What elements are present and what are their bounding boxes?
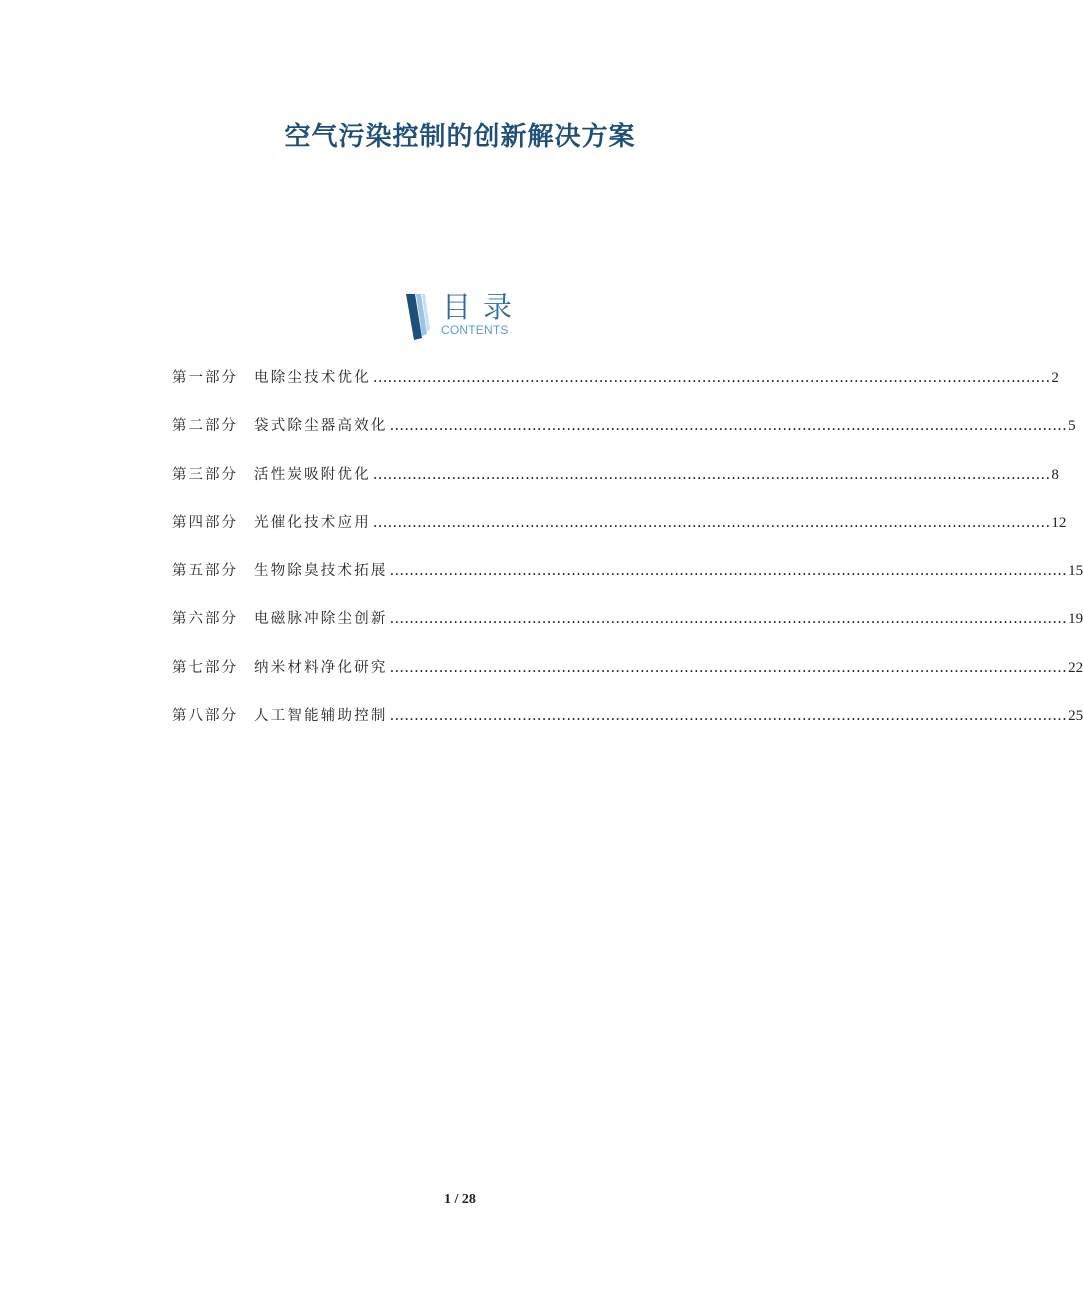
toc-entry-part: 第七部分: [172, 659, 238, 676]
toc-entry-page: 12: [1051, 514, 1067, 531]
toc-entry-part: 第三部分: [172, 466, 238, 483]
toc-subheading: CONTENTS: [441, 323, 509, 337]
toc-entry-page: 8: [1051, 466, 1059, 483]
toc-entry-part: 第二部分: [172, 418, 238, 435]
toc-entry-title: 电磁脉冲除尘创新: [254, 611, 388, 628]
toc-entry-title: 人工智能辅助控制: [254, 708, 388, 725]
toc-entry-title: 生物除臭技术拓展: [254, 563, 388, 580]
toc-list: [172, 366, 1083, 752]
book-stripes-logo-icon: [406, 294, 430, 340]
toc-entry[interactable]: [172, 656, 1083, 704]
toc-entry-page: 22: [1068, 659, 1083, 676]
toc-entry[interactable]: [172, 704, 1083, 752]
toc-entry-part: 第一部分: [172, 370, 238, 386]
toc-entry-part: 第五部分: [172, 563, 238, 580]
toc-entry-part: 第四部分: [172, 514, 238, 531]
toc-entry[interactable]: [172, 511, 1067, 559]
toc-entry-part: 第六部分: [172, 611, 238, 628]
toc-entry[interactable]: [172, 366, 1059, 414]
toc-entry-page: 5: [1068, 418, 1076, 435]
toc-entry[interactable]: [172, 414, 1076, 462]
toc-entry-title: 电除尘技术优化: [254, 370, 371, 386]
toc-dot-leader: ..........................................................................................................................................: [372, 466, 1051, 483]
toc-dot-leader: ..........................................................................................................................................: [389, 708, 1068, 725]
toc-entry-page: 25: [1068, 708, 1083, 725]
page-number: 1 / 28: [444, 1192, 476, 1207]
toc-entry-page: 15: [1068, 563, 1083, 580]
toc-dot-leader: ..........................................................................................................................................: [389, 418, 1068, 435]
toc-entry-part: 第八部分: [172, 708, 238, 725]
toc-entry[interactable]: [172, 463, 1059, 511]
toc-entry[interactable]: [172, 559, 1083, 607]
toc-dot-leader: ..........................................................................................................................................: [372, 370, 1051, 386]
toc-entry-title: 光催化技术应用: [254, 514, 371, 531]
toc-dot-leader: ..........................................................................................................................................: [389, 611, 1068, 628]
toc-entry-title: 活性炭吸附优化: [254, 466, 371, 483]
document-title: 空气污染控制的创新解决方案: [284, 122, 636, 152]
toc-heading: 目录: [442, 290, 525, 324]
toc-dot-leader: ..........................................................................................................................................: [389, 659, 1068, 676]
toc-dot-leader: ..........................................................................................................................................: [389, 563, 1068, 580]
toc-entry[interactable]: [172, 607, 1083, 655]
toc-entry-page: 2: [1051, 370, 1059, 386]
toc-dot-leader: ..........................................................................................................................................: [372, 514, 1051, 531]
toc-entry-title: 袋式除尘器高效化: [254, 418, 388, 435]
toc-entry-title: 纳米材料净化研究: [254, 659, 388, 676]
toc-header: [406, 292, 526, 340]
toc-entry-page: 19: [1068, 611, 1083, 628]
